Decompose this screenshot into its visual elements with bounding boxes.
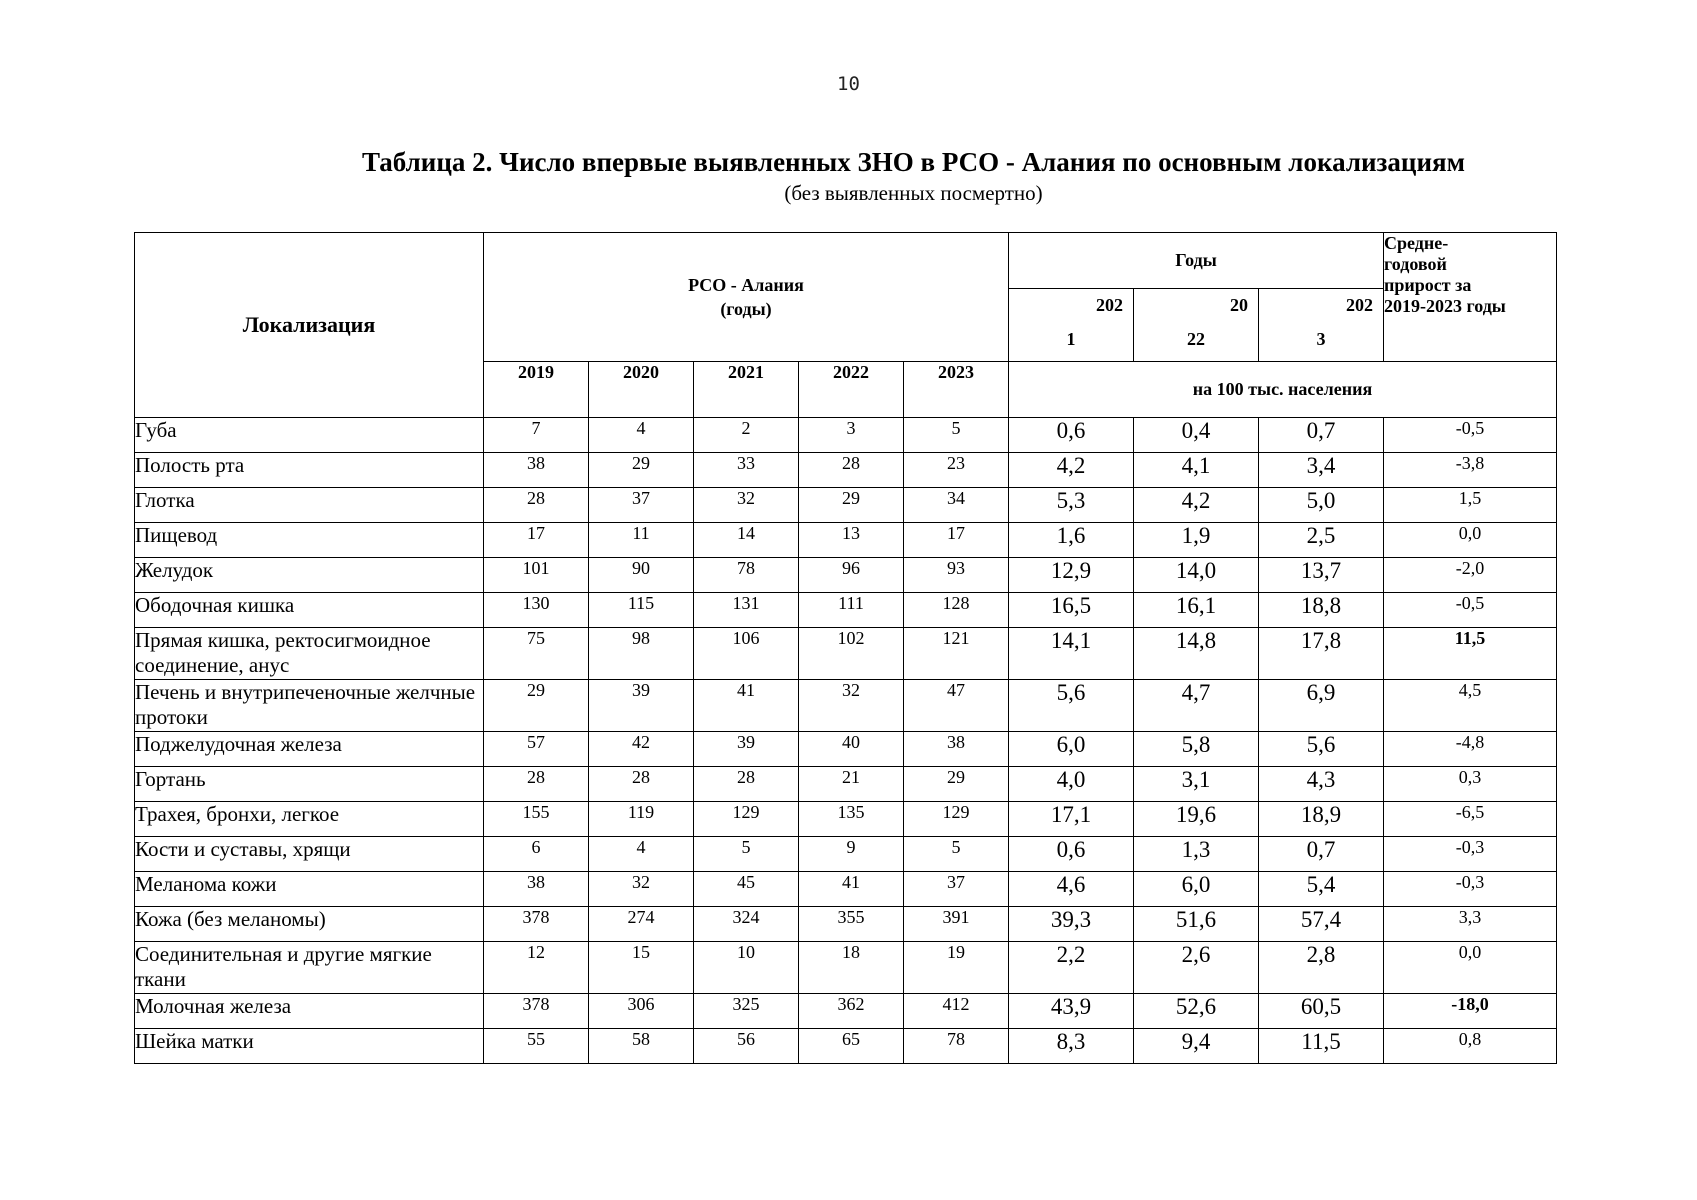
cell-rate: 51,6 (1134, 907, 1259, 942)
cell-count: 2 (694, 418, 799, 453)
cell-count: 38 (484, 872, 589, 907)
cell-count: 17 (484, 523, 589, 558)
cell-count: 39 (589, 680, 694, 732)
cell-count: 412 (904, 994, 1009, 1029)
cell-localization: Полость рта (135, 453, 484, 488)
cell-localization: Меланома кожи (135, 872, 484, 907)
cell-rate: 4,1 (1134, 453, 1259, 488)
table-row (135, 994, 1557, 1029)
header-years-group: Годы (1009, 233, 1384, 289)
cell-count: 32 (799, 680, 904, 732)
cell-count: 121 (904, 628, 1009, 680)
cell-count: 17 (904, 523, 1009, 558)
cell-count: 78 (694, 558, 799, 593)
cell-count: 10 (694, 942, 799, 994)
cell-rate: 5,6 (1259, 732, 1384, 767)
cell-count: 38 (484, 453, 589, 488)
cell-rate: 4,2 (1009, 453, 1134, 488)
header-rate-year-top: 202 (1346, 295, 1373, 316)
cell-rate: 9,4 (1134, 1029, 1259, 1064)
cell-rate: 6,9 (1259, 680, 1384, 732)
cell-rate: 17,1 (1009, 802, 1134, 837)
cell-count: 96 (799, 558, 904, 593)
table-row (135, 872, 1557, 907)
cell-growth: 4,5 (1384, 680, 1557, 732)
cell-count: 32 (694, 488, 799, 523)
cell-count: 18 (799, 942, 904, 994)
cell-count: 5 (904, 418, 1009, 453)
cell-count: 41 (799, 872, 904, 907)
cell-count: 15 (589, 942, 694, 994)
header-avg-growth (1384, 233, 1557, 362)
header-per-100k: на 100 тыс. населения (1009, 362, 1557, 418)
cell-count: 325 (694, 994, 799, 1029)
table-row (135, 523, 1557, 558)
cell-growth: -3,8 (1384, 453, 1557, 488)
cell-count: 391 (904, 907, 1009, 942)
incidence-table (134, 232, 1557, 1064)
cell-count: 155 (484, 802, 589, 837)
cell-rate: 4,0 (1009, 767, 1134, 802)
cell-count: 47 (904, 680, 1009, 732)
cell-count: 102 (799, 628, 904, 680)
cell-localization: Кожа (без меланомы) (135, 907, 484, 942)
table-row (135, 593, 1557, 628)
cell-count: 34 (904, 488, 1009, 523)
cell-count: 56 (694, 1029, 799, 1064)
cell-rate: 4,7 (1134, 680, 1259, 732)
cell-count: 5 (904, 837, 1009, 872)
cell-count: 106 (694, 628, 799, 680)
cell-rate: 5,6 (1009, 680, 1134, 732)
cell-count: 19 (904, 942, 1009, 994)
cell-rate: 0,4 (1134, 418, 1259, 453)
header-rso-alania (484, 233, 1009, 362)
header-rso-line2: (годы) (720, 299, 772, 320)
header-rso-line1: РСО - Алания (688, 275, 804, 296)
cell-growth: -4,8 (1384, 732, 1557, 767)
cell-count: 33 (694, 453, 799, 488)
cell-count: 7 (484, 418, 589, 453)
cell-localization: Глотка (135, 488, 484, 523)
cell-rate: 14,8 (1134, 628, 1259, 680)
header-rate-year-2022 (1134, 289, 1259, 362)
cell-rate: 18,8 (1259, 593, 1384, 628)
cell-count: 29 (589, 453, 694, 488)
cell-rate: 6,0 (1134, 872, 1259, 907)
cell-count: 324 (694, 907, 799, 942)
cell-growth: -6,5 (1384, 802, 1557, 837)
table-row (135, 1029, 1557, 1064)
cell-count: 28 (484, 767, 589, 802)
table-body (135, 418, 1557, 1064)
cell-localization: Гортань (135, 767, 484, 802)
cell-count: 14 (694, 523, 799, 558)
cell-localization: Трахея, бронхи, легкое (135, 802, 484, 837)
cell-growth: 1,5 (1384, 488, 1557, 523)
cell-rate: 17,8 (1259, 628, 1384, 680)
cell-rate: 4,6 (1009, 872, 1134, 907)
cell-count: 306 (589, 994, 694, 1029)
header-count-year: 2020 (589, 362, 694, 418)
table-subtitle: (без выявленных посмертно) (784, 181, 1043, 205)
cell-rate: 57,4 (1259, 907, 1384, 942)
cell-rate: 1,9 (1134, 523, 1259, 558)
cell-rate: 6,0 (1009, 732, 1134, 767)
cell-rate: 3,4 (1259, 453, 1384, 488)
cell-growth: 0,0 (1384, 523, 1557, 558)
cell-count: 65 (799, 1029, 904, 1064)
header-count-year: 2023 (904, 362, 1009, 418)
cell-count: 4 (589, 418, 694, 453)
table-row (135, 837, 1557, 872)
table-row (135, 453, 1557, 488)
header-localization: Локализация (135, 233, 484, 418)
table-row (135, 558, 1557, 593)
cell-count: 129 (694, 802, 799, 837)
cell-growth: -0,3 (1384, 837, 1557, 872)
cell-count: 29 (799, 488, 904, 523)
cell-rate: 5,3 (1009, 488, 1134, 523)
cell-growth: 0,0 (1384, 942, 1557, 994)
header-growth-line2: годовой (1384, 254, 1447, 274)
cell-count: 362 (799, 994, 904, 1029)
cell-count: 23 (904, 453, 1009, 488)
cell-count: 129 (904, 802, 1009, 837)
cell-count: 39 (694, 732, 799, 767)
cell-rate: 2,2 (1009, 942, 1134, 994)
cell-count: 5 (694, 837, 799, 872)
table-row (135, 942, 1557, 994)
cell-rate: 5,8 (1134, 732, 1259, 767)
cell-growth: 3,3 (1384, 907, 1557, 942)
cell-count: 355 (799, 907, 904, 942)
table-title: Таблица 2. Число впервые выявленных ЗНО в РСО - Алания по основным локализациям (361, 147, 1466, 177)
cell-count: 28 (589, 767, 694, 802)
cell-count: 93 (904, 558, 1009, 593)
cell-count: 115 (589, 593, 694, 628)
header-count-year: 2021 (694, 362, 799, 418)
cell-count: 28 (799, 453, 904, 488)
cell-rate: 2,6 (1134, 942, 1259, 994)
cell-rate: 4,2 (1134, 488, 1259, 523)
page-number: 10 (837, 73, 860, 95)
cell-count: 21 (799, 767, 904, 802)
cell-rate: 16,1 (1134, 593, 1259, 628)
cell-count: 130 (484, 593, 589, 628)
cell-count: 78 (904, 1029, 1009, 1064)
cell-rate: 2,5 (1259, 523, 1384, 558)
cell-localization: Желудок (135, 558, 484, 593)
table-row (135, 628, 1557, 680)
cell-count: 57 (484, 732, 589, 767)
cell-count: 98 (589, 628, 694, 680)
cell-count: 75 (484, 628, 589, 680)
cell-rate: 0,6 (1009, 837, 1134, 872)
cell-count: 9 (799, 837, 904, 872)
table-row (135, 680, 1557, 732)
cell-rate: 5,0 (1259, 488, 1384, 523)
table-row (135, 732, 1557, 767)
header-rate-year-bottom: 1 (1066, 329, 1076, 350)
header-rate-year-bottom: 3 (1316, 329, 1326, 350)
cell-count: 6 (484, 837, 589, 872)
cell-count: 37 (904, 872, 1009, 907)
header-rate-year-bottom: 22 (1187, 329, 1205, 350)
cell-growth: -0,3 (1384, 872, 1557, 907)
header-rate-year-top: 202 (1096, 295, 1123, 316)
cell-rate: 60,5 (1259, 994, 1384, 1029)
cell-count: 4 (589, 837, 694, 872)
cell-count: 45 (694, 872, 799, 907)
cell-count: 274 (589, 907, 694, 942)
header-growth-line4: 2019-2023 годы (1384, 296, 1506, 316)
cell-localization: Соединительная и другие мягкие ткани (135, 942, 484, 994)
header-growth-line1: Средне- (1384, 233, 1449, 253)
cell-rate: 19,6 (1134, 802, 1259, 837)
cell-rate: 0,7 (1259, 418, 1384, 453)
cell-localization: Шейка матки (135, 1029, 484, 1064)
header-growth-line3: прирост за (1384, 275, 1472, 295)
cell-count: 13 (799, 523, 904, 558)
header-rate-year-top: 20 (1230, 295, 1248, 316)
cell-localization: Печень и внутрипеченочные желчные протоки (135, 680, 484, 732)
cell-localization: Кости и суставы, хрящи (135, 837, 484, 872)
cell-rate: 11,5 (1259, 1029, 1384, 1064)
header-rate-year-2021 (1009, 289, 1134, 362)
header-count-year: 2019 (484, 362, 589, 418)
table-row (135, 488, 1557, 523)
cell-rate: 12,9 (1009, 558, 1134, 593)
cell-count: 38 (904, 732, 1009, 767)
table-row (135, 418, 1557, 453)
cell-rate: 14,1 (1009, 628, 1134, 680)
cell-rate: 13,7 (1259, 558, 1384, 593)
cell-localization: Прямая кишка, ректосигмоидное соединение, анус (135, 628, 484, 680)
cell-count: 128 (904, 593, 1009, 628)
table-row (135, 802, 1557, 837)
cell-count: 101 (484, 558, 589, 593)
cell-localization: Поджелудочная железа (135, 732, 484, 767)
table-row (135, 767, 1557, 802)
cell-count: 37 (589, 488, 694, 523)
cell-count: 378 (484, 907, 589, 942)
cell-count: 41 (694, 680, 799, 732)
cell-count: 131 (694, 593, 799, 628)
cell-growth: -0,5 (1384, 593, 1557, 628)
cell-localization: Ободочная кишка (135, 593, 484, 628)
cell-growth: -2,0 (1384, 558, 1557, 593)
cell-count: 11 (589, 523, 694, 558)
cell-count: 90 (589, 558, 694, 593)
cell-count: 42 (589, 732, 694, 767)
cell-count: 29 (904, 767, 1009, 802)
cell-rate: 0,6 (1009, 418, 1134, 453)
cell-count: 12 (484, 942, 589, 994)
cell-rate: 1,3 (1134, 837, 1259, 872)
cell-growth: 0,3 (1384, 767, 1557, 802)
header-rate-year-2023 (1259, 289, 1384, 362)
cell-count: 40 (799, 732, 904, 767)
cell-growth: 0,8 (1384, 1029, 1557, 1064)
cell-rate: 4,3 (1259, 767, 1384, 802)
cell-rate: 1,6 (1009, 523, 1134, 558)
cell-rate: 0,7 (1259, 837, 1384, 872)
cell-count: 135 (799, 802, 904, 837)
cell-count: 28 (484, 488, 589, 523)
cell-growth: -0,5 (1384, 418, 1557, 453)
cell-count: 32 (589, 872, 694, 907)
cell-rate: 52,6 (1134, 994, 1259, 1029)
cell-count: 55 (484, 1029, 589, 1064)
cell-growth: 11,5 (1384, 628, 1557, 680)
cell-growth: -18,0 (1384, 994, 1557, 1029)
cell-rate: 3,1 (1134, 767, 1259, 802)
cell-rate: 14,0 (1134, 558, 1259, 593)
table-row (135, 907, 1557, 942)
cell-rate: 18,9 (1259, 802, 1384, 837)
cell-rate: 5,4 (1259, 872, 1384, 907)
cell-localization: Молочная железа (135, 994, 484, 1029)
cell-rate: 43,9 (1009, 994, 1134, 1029)
header-count-year: 2022 (799, 362, 904, 418)
cell-count: 28 (694, 767, 799, 802)
cell-rate: 16,5 (1009, 593, 1134, 628)
cell-rate: 8,3 (1009, 1029, 1134, 1064)
cell-localization: Губа (135, 418, 484, 453)
cell-count: 119 (589, 802, 694, 837)
cell-count: 29 (484, 680, 589, 732)
cell-rate: 2,8 (1259, 942, 1384, 994)
cell-count: 378 (484, 994, 589, 1029)
cell-rate: 39,3 (1009, 907, 1134, 942)
cell-count: 111 (799, 593, 904, 628)
cell-count: 58 (589, 1029, 694, 1064)
cell-localization: Пищевод (135, 523, 484, 558)
cell-count: 3 (799, 418, 904, 453)
